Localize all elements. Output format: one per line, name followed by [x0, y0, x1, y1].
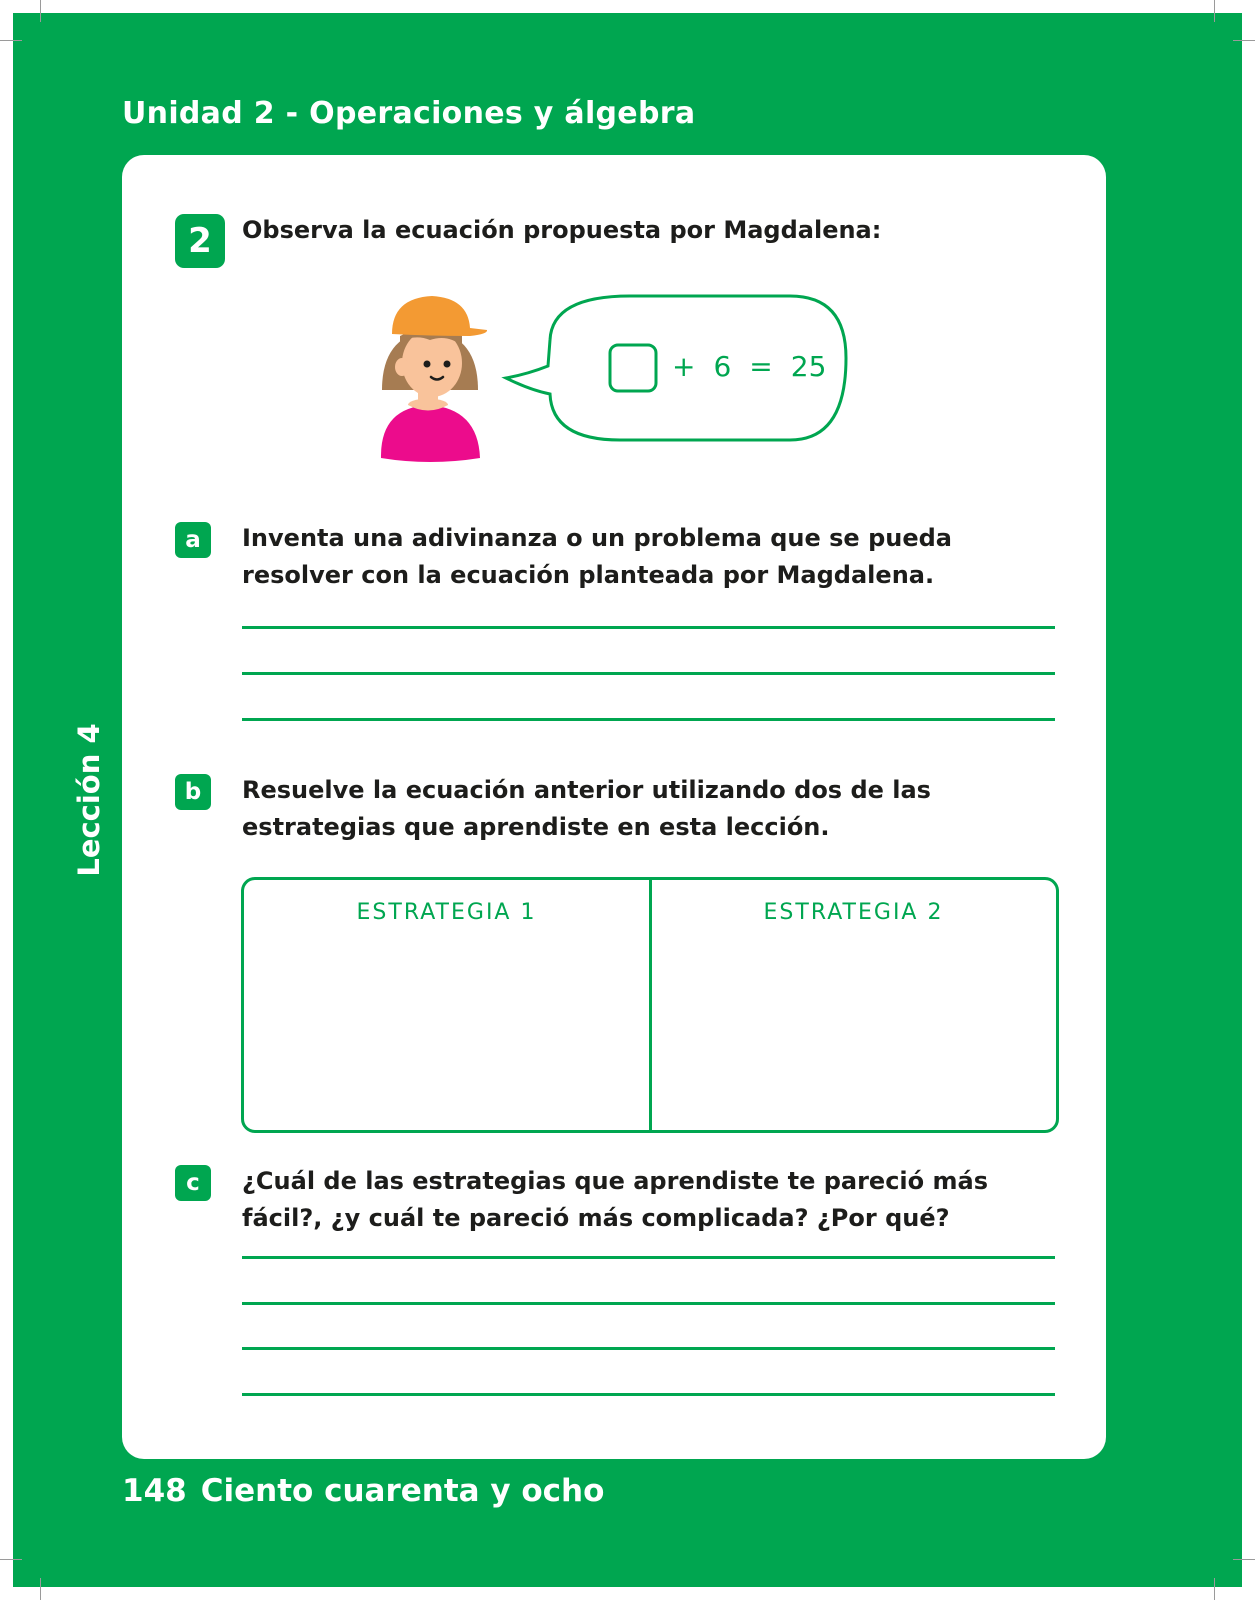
answer-line[interactable] — [242, 626, 1055, 629]
item-b-text — [242, 772, 931, 846]
crop-mark — [1214, 1578, 1215, 1600]
equation-plus: + — [672, 350, 696, 383]
equation — [672, 350, 826, 383]
equation-equals: = — [749, 350, 773, 383]
girl-character-icon — [381, 296, 487, 462]
answer-line[interactable] — [242, 1256, 1055, 1259]
equation-result: 25 — [790, 350, 827, 383]
item-a-text — [242, 520, 952, 594]
item-c-badge: c — [175, 1165, 211, 1201]
item-a-badge: a — [175, 522, 211, 558]
crop-mark — [40, 1578, 41, 1600]
item-a-line2: resolver con la ecuación planteada por Magdalena. — [242, 561, 935, 589]
answer-line[interactable] — [242, 1393, 1055, 1396]
crop-mark — [0, 1559, 22, 1560]
item-b-line1: Resuelve la ecuación anterior utilizando dos de las — [242, 776, 931, 804]
item-c-line1: ¿Cuál de las estrategias que aprendiste te pareció más — [242, 1167, 988, 1195]
answer-line[interactable] — [242, 718, 1055, 721]
page-number-words: Ciento cuarenta y ocho — [200, 1473, 605, 1509]
strategy-2-label: ESTRATEGIA 2 — [763, 900, 944, 925]
activity-prompt: Observa la ecuación propuesta por Magdalena: — [242, 216, 882, 244]
item-c-line2: fácil?, ¿y cuál te pareció más complicada? ¿Por qué? — [242, 1204, 950, 1232]
item-c-text — [242, 1163, 988, 1237]
item-b-line2: estrategias que aprendiste en esta lección. — [242, 813, 830, 841]
crop-mark — [40, 0, 41, 22]
unit-title: Unidad 2 - Operaciones y álgebra — [122, 96, 696, 131]
answer-line[interactable] — [242, 1347, 1055, 1350]
strategy-table — [241, 877, 1059, 1133]
strategy-2-answer-area[interactable] — [652, 936, 1056, 1126]
lesson-tab: Lección 4 — [72, 723, 106, 877]
crop-mark — [1233, 40, 1255, 41]
unknown-value-box-icon — [610, 345, 656, 391]
answer-line[interactable] — [242, 672, 1055, 675]
crop-mark — [1214, 0, 1215, 22]
strategy-1-label: ESTRATEGIA 1 — [356, 900, 537, 925]
page-footer — [122, 1473, 604, 1509]
answer-line[interactable] — [242, 1302, 1055, 1305]
page-number: 148 — [122, 1473, 187, 1509]
crop-mark — [1233, 1559, 1255, 1560]
item-b-badge: b — [175, 774, 211, 810]
item-a-line1: Inventa una adivinanza o un problema que se pueda — [242, 524, 952, 552]
crop-mark — [0, 40, 22, 41]
equation-addend: 6 — [713, 350, 732, 383]
strategy-1-answer-area[interactable] — [244, 936, 649, 1126]
activity-number-badge: 2 — [175, 214, 225, 268]
